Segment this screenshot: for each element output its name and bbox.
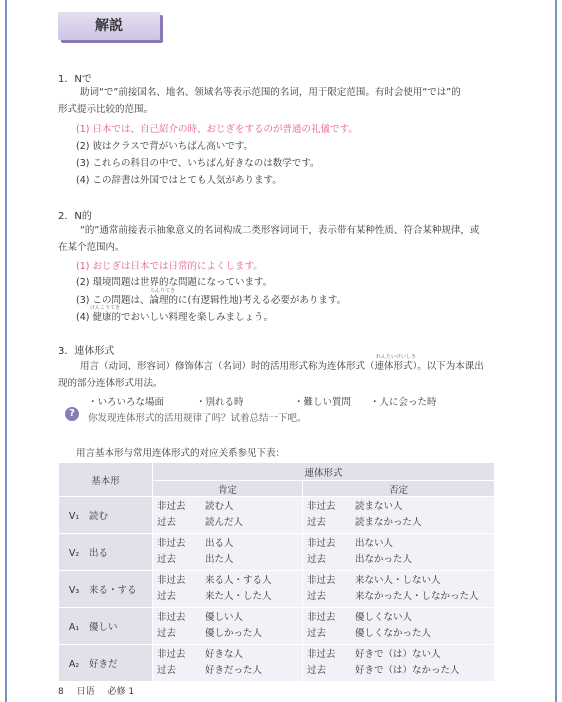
positive-cell: [153, 571, 303, 608]
row-word: 優しい: [89, 622, 118, 633]
row-code: V₃: [68, 585, 80, 596]
negative-cell: [303, 645, 495, 682]
positive-cell: [153, 608, 303, 645]
negative-cell: [303, 571, 495, 608]
section3-paragraph: [58, 358, 498, 392]
form-value: 好きで（は）ない人: [355, 649, 441, 660]
table-row: [59, 608, 495, 645]
form-value: 出ない人: [355, 538, 394, 549]
row-code: A₁: [68, 622, 80, 633]
row-word: 好きだ: [89, 659, 118, 670]
conjugation-table: [58, 462, 495, 682]
form-value: 優しかった人: [205, 628, 263, 639]
tense-label: 过去: [157, 665, 177, 676]
negative-cell: [303, 534, 495, 571]
row-code: V₂: [68, 548, 80, 559]
section1-example-1: (1) 日本では、自己紹介の時、おじぎをするのが普通の礼儀です。: [76, 124, 358, 135]
ruby-kenkouteki: けんこうてき: [90, 305, 121, 311]
rentai-example-3: ・難しい質問: [294, 397, 352, 408]
tense-label: 非过去: [307, 612, 336, 623]
form-line: [153, 663, 302, 679]
tense-label: 非过去: [307, 501, 336, 512]
section1-example-3: (3) これらの科目の中で、いちばん好きなのは数学です。: [76, 158, 320, 169]
book-title: 日语: [76, 687, 95, 697]
row-word: 出る: [89, 548, 109, 559]
rentai-example-1: ・いろいろな場面: [88, 397, 165, 408]
section1-paragraph: [58, 84, 498, 118]
row-code: A₂: [68, 659, 80, 670]
form-value: 好きで（は）なかった人: [355, 665, 460, 676]
section1-para-line1: 助词“で”前接国名、地名、领域名等表示范围的名词，用于限定范围。有时会使用“では”的: [80, 87, 461, 98]
ruby-ronriteki: ろんりてき: [150, 288, 176, 294]
row-label: [59, 497, 153, 534]
section1-para-line2: 形式提示比较的范围。: [58, 104, 154, 115]
tense-label: 非过去: [157, 575, 186, 586]
tense-label: 非过去: [157, 538, 186, 549]
tense-label: 过去: [307, 628, 327, 639]
form-line: [153, 536, 302, 552]
form-line: [303, 663, 494, 679]
table-row: [59, 645, 495, 682]
row-label: [59, 645, 153, 682]
form-value: 出る人: [205, 538, 234, 549]
tense-label: 过去: [157, 628, 177, 639]
table-row: [59, 534, 495, 571]
section1-example-4: (4) この辞書は外国ではとても人気があります。: [76, 175, 282, 186]
table-intro: 用言基本形与常用连体形式的对应关系参见下表：: [76, 448, 286, 459]
section2-example-2: (2) 環境問題は世界的な問題になっています。: [76, 277, 273, 288]
question-icon: ?: [65, 407, 79, 421]
form-line: [303, 573, 494, 589]
form-value: 優しくない人: [355, 612, 413, 623]
tense-label: 过去: [157, 591, 177, 602]
form-value: 来た人・した人: [205, 591, 272, 602]
tense-label: 非过去: [157, 501, 186, 512]
tense-label: 过去: [157, 517, 177, 528]
form-value: 好きな人: [205, 649, 244, 660]
form-value: 優しい人: [205, 612, 244, 623]
header-base-form: 基本形: [59, 463, 153, 497]
page-border-right: [555, 0, 557, 702]
tense-label: 过去: [307, 591, 327, 602]
form-line: [303, 515, 494, 531]
form-value: 読んだ人: [205, 517, 244, 528]
page-title: 解説: [95, 18, 123, 34]
form-line: [153, 589, 302, 605]
section2-para-line2: 在某个范围内。: [58, 242, 125, 253]
tense-label: 过去: [307, 517, 327, 528]
form-value: 出なかった人: [355, 554, 413, 565]
positive-cell: [153, 645, 303, 682]
section2-title: 2．N的: [58, 211, 92, 222]
rentai-example-4: ・人に会った時: [370, 397, 437, 408]
form-line: [153, 610, 302, 626]
volume-label: 必修 1: [107, 687, 135, 697]
form-value: 好きだった人: [205, 665, 263, 676]
form-value: 読まない人: [355, 501, 403, 512]
row-code: V₁: [68, 511, 80, 522]
tense-label: 非过去: [157, 612, 186, 623]
section2-paragraph: [58, 222, 498, 256]
row-label: [59, 571, 153, 608]
row-label: [59, 608, 153, 645]
form-value: 来なかった人・しなかった人: [355, 591, 479, 602]
form-value: 来る人・する人: [205, 575, 272, 586]
header-negative: 否定: [303, 481, 495, 497]
section2-example-3: (3) この問題は、論理的に(有逻辑性地)考える必要があります。: [76, 295, 347, 306]
form-line: [153, 647, 302, 663]
positive-cell: [153, 534, 303, 571]
form-value: 優しくなかった人: [355, 628, 432, 639]
question-text: 你发现连体形式的活用规律了吗？试着总结一下吧。: [88, 413, 307, 424]
tense-label: 过去: [307, 554, 327, 565]
form-line: [303, 626, 494, 642]
header-positive: 肯定: [153, 481, 303, 497]
negative-cell: [303, 608, 495, 645]
page-border-left: [5, 0, 7, 702]
form-value: 読む人: [205, 501, 234, 512]
form-line: [303, 552, 494, 568]
section3-title: 3．連体形式: [58, 346, 115, 357]
form-line: [153, 626, 302, 642]
tense-label: 非过去: [307, 538, 336, 549]
form-value: 出た人: [205, 554, 234, 565]
form-line: [303, 610, 494, 626]
page-footer: [58, 684, 144, 697]
form-line: [303, 536, 494, 552]
section1-title: 1．Nで: [58, 74, 92, 85]
positive-cell: [153, 497, 303, 534]
page-number: 8: [58, 687, 64, 697]
tense-label: 非过去: [157, 649, 186, 660]
form-line: [153, 552, 302, 568]
section3-para-line1: 用言（动词、形容词）修饰体言（名词）时的活用形式称为连体形式（連体形式）。以下为本课出: [80, 361, 484, 372]
table-row: [59, 571, 495, 608]
header-rentai: 連体形式: [153, 463, 495, 481]
section1-example-2: (2) 彼はクラスで背がいちばん高いです。: [76, 141, 253, 152]
tense-label: 非过去: [307, 649, 336, 660]
section3-para-line2: 现的部分连体形式用法。: [58, 378, 163, 389]
ruby-rentaikeishiki: れんたいけいしき: [376, 354, 417, 360]
row-label: [59, 534, 153, 571]
section2-para-line1: “的”通常前接表示抽象意义的名词构成二类形容词词干，表示带有某种性质、符合某种规律，或: [80, 225, 480, 236]
form-value: 来ない人・しない人: [355, 575, 441, 586]
row-word: 来る・する: [89, 585, 137, 596]
form-line: [153, 499, 302, 515]
tense-label: 非过去: [307, 575, 336, 586]
tense-label: 过去: [307, 665, 327, 676]
section2-example-4: (4) 健康的でおいしい料理を楽しみましょう。: [76, 312, 273, 323]
rentai-example-2: ・別れる時: [196, 397, 244, 408]
form-line: [303, 499, 494, 515]
table-row: [59, 497, 495, 534]
negative-cell: [303, 497, 495, 534]
form-line: [153, 573, 302, 589]
form-line: [153, 515, 302, 531]
form-value: 読まなかった人: [355, 517, 422, 528]
form-line: [303, 647, 494, 663]
form-line: [303, 589, 494, 605]
row-word: 読む: [89, 511, 109, 522]
tense-label: 过去: [157, 554, 177, 565]
section2-example-1: (1) おじぎは日本では日常的によくします。: [76, 261, 263, 272]
